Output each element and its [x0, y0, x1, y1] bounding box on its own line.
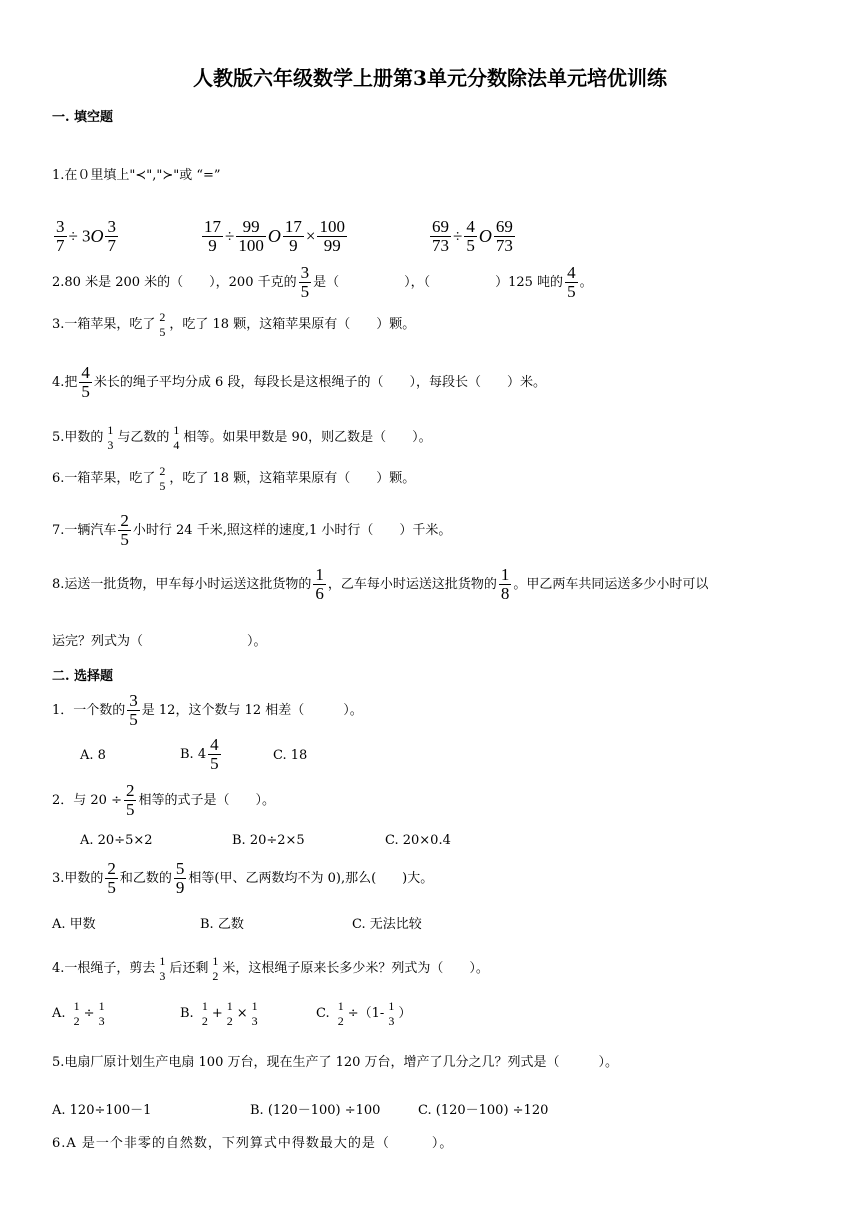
- choice-q5-option-b: B. (120－100) ÷100: [250, 1103, 381, 1118]
- fill-q8: 8.运送一批货物，甲车每小时运送这批货物的 $\frac{1}{6}$ ，乙车每小时运送这批货物的 $\frac{1}{8}$ 。甲乙两车共同运送多少小时可以: [52, 565, 709, 603]
- choice-q6: 6.A 是一个非零的自然数，下列算式中得数最大的是（ ）。: [52, 1136, 454, 1151]
- fraction: 1 3: [388, 999, 395, 1028]
- page-title: 人教版六年级数学上册第3单元分数除法单元培优训练: [193, 66, 667, 90]
- fraction: 1 2: [337, 999, 344, 1028]
- choice-q3: 3.甲数的 $\frac{2}{5}$ 和乙数的 $\frac{5}{9}$ 相等(甲、乙两数均不为 0),那么( )大。: [52, 859, 434, 897]
- choice-q5: 5.电扇厂原计划生产电扇 100 万台，现在生产了 120 万台，增产了几分之几？列式是（ ）。: [52, 1055, 619, 1070]
- choice-q2: 2．与 20 ÷ $\frac{2}{5}$ 相等的式子是（ ）。: [52, 781, 275, 819]
- fill-q6: 6.一箱苹果，吃了 2 5 ，吃了 18 颗，这箱苹果原有（ ）颗。: [52, 464, 416, 493]
- fraction: 1 3: [159, 954, 166, 983]
- fill-q1-expr-3: $\frac{69}{73}$ ÷ $\frac{4}{5}$ O $\frac{69}{73}$: [432, 217, 513, 255]
- choice-q2-option-b: B. 20÷2×5: [232, 833, 305, 848]
- choice-q5-option-a: A. 120÷100－1: [52, 1103, 152, 1118]
- fraction: $\frac{1}{6}$: [315, 565, 324, 603]
- fraction: 1 3: [107, 423, 114, 452]
- fraction: 1 2: [226, 999, 233, 1028]
- fraction: $\frac{17}{9}$: [204, 217, 221, 255]
- choice-q1-option-b: B. 4 $\frac{4}{5}$: [180, 735, 219, 773]
- fill-q5: 5.甲数的 1 3 与乙数的 1 4 相等。如果甲数是 90，则乙数是（ ）。: [52, 423, 432, 452]
- choice-q3-option-a: A. 甲数: [52, 917, 96, 932]
- fraction: 2 5: [159, 464, 166, 493]
- choice-q4-option-a: A. 1 2 ÷ 1 3: [52, 999, 105, 1028]
- fraction: $\frac{5}{9}$: [175, 859, 185, 897]
- fraction: $\frac{2}{5}$: [125, 781, 135, 819]
- section-heading-fill: 一. 填空题: [52, 110, 114, 125]
- fraction: $\frac{3}{5}$: [129, 691, 138, 729]
- fraction: 1 2: [212, 954, 219, 983]
- fraction: 1 4: [173, 423, 180, 452]
- fraction: $\frac{2}{5}$: [120, 511, 129, 549]
- fraction: $\frac{3}{7}$: [107, 217, 116, 255]
- choice-q5-option-c: C. (120－100) ÷120: [418, 1103, 549, 1118]
- choice-q4-option-b: B. 1 2 + 1 2 × 1 3: [180, 999, 258, 1028]
- section-heading-choice: 二. 选择题: [52, 669, 114, 684]
- fraction: $\frac{1}{8}$: [500, 565, 510, 603]
- fill-q4: 4.把 $\frac{4}{5}$ 米长的绳子平均分成 6 段，每段长是这根绳子的（ ），每段长（ ）米。: [52, 363, 546, 401]
- fill-q2: 2.80 米是 200 米的（ ），200 千克的 $\frac{3}{5}$ 是（ ），（ ）125 吨的 $\frac{4}{5}$ 。: [52, 263, 593, 301]
- fill-q1-expr-1: $\frac{3}{7}$ ÷ 3O $\frac{3}{7}$: [56, 217, 116, 255]
- choice-q4-option-c: C. 1 2 ÷（1- 1 3 ）: [316, 999, 412, 1028]
- fill-q1-expr-2: $\frac{17}{9}$ ÷ $\frac{99}{100}$ O $\frac{17}{9}$ × $\frac{100}{99}$: [204, 217, 345, 255]
- fraction: $\frac{69}{73}$: [432, 217, 449, 255]
- fraction: 1 2: [73, 999, 80, 1028]
- choice-q3-option-c: C. 无法比较: [352, 917, 422, 932]
- fraction: $\frac{4}{5}$: [567, 263, 576, 301]
- compare-circle: O: [478, 225, 492, 246]
- choice-q1-option-a: A. 8: [80, 748, 106, 763]
- fraction: $\frac{4}{5}$: [81, 363, 90, 401]
- fraction: $\frac{69}{73}$: [495, 217, 513, 255]
- choice-q2-option-c: C. 20×0.4: [385, 833, 451, 848]
- choice-q2-option-a: A. 20÷5×2: [80, 833, 153, 848]
- fraction: 1 3: [251, 999, 258, 1028]
- compare-circle: O: [267, 225, 281, 246]
- fraction: $\frac{17}{9}$: [284, 217, 302, 255]
- fraction: $\frac{3}{5}$: [300, 263, 310, 301]
- fraction: 1 3: [98, 999, 105, 1028]
- fill-q8-line2: 运完？列式为（ ）。: [52, 634, 267, 649]
- choice-q3-option-b: B. 乙数: [200, 917, 244, 932]
- fill-q7: 7.一辆汽车 $\frac{2}{5}$ 小时行 24 千米,照这样的速度,1 小时行（ ）千米。: [52, 511, 452, 549]
- fill-q3: 3.一箱苹果，吃了 2 5 ，吃了 18 颗，这箱苹果原有（ ）颗。: [52, 310, 416, 339]
- choice-q1: 1．一个数的 $\frac{3}{5}$ 是 12，这个数与 12 相差（ ）。: [52, 691, 363, 729]
- fraction: $\frac{100}{99}$: [319, 217, 345, 255]
- fraction: $\frac{99}{100}$: [238, 217, 264, 255]
- fraction: $\frac{4}{5}$: [210, 735, 219, 773]
- fill-q1: 1.在０里填上"≺","≻"或 “=”: [52, 168, 221, 183]
- fraction: $\frac{2}{5}$: [107, 859, 116, 897]
- fraction: 2 5: [159, 310, 166, 339]
- fraction: $\frac{3}{7}$: [56, 217, 65, 255]
- choice-q4: 4.一根绳子，剪去 1 3 后还剩 1 2 米，这根绳子原来长多少米？列式为（ ）。: [52, 954, 489, 983]
- fraction: 1 2: [201, 999, 208, 1028]
- fraction: $\frac{4}{5}$: [466, 217, 475, 255]
- compare-circle: O: [90, 225, 104, 246]
- choice-q1-option-c: C. 18: [273, 748, 308, 763]
